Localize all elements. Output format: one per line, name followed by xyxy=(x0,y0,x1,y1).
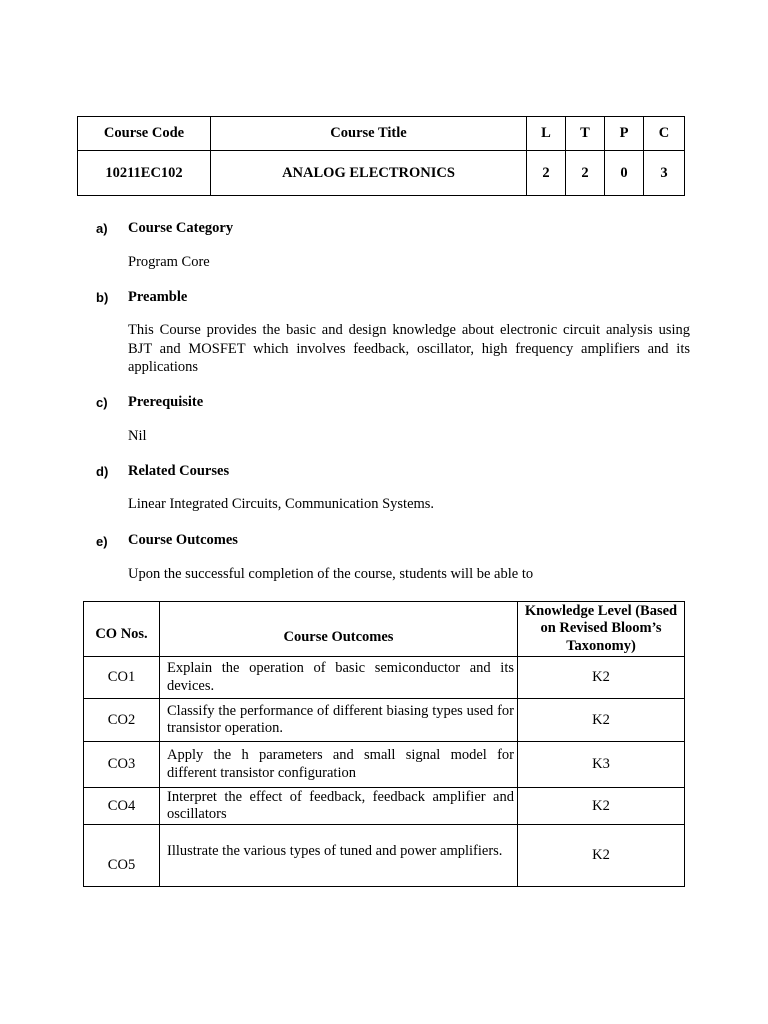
section-body: Linear Integrated Circuits, Communication Systems. xyxy=(128,496,435,512)
knowledge-level: K3 xyxy=(518,742,685,788)
header-p: P xyxy=(605,117,644,151)
table-row xyxy=(84,825,685,887)
header-course-code: Course Code xyxy=(78,117,211,151)
section-title: Course Category xyxy=(128,220,234,236)
section-body: Upon the successful completion of the course, students will be able to xyxy=(128,566,534,582)
lecture-hours: 2 xyxy=(527,151,566,196)
section-letter: d) xyxy=(96,464,109,479)
header-c: C xyxy=(644,117,685,151)
knowledge-level: K2 xyxy=(518,825,685,887)
section-title: Course Outcomes xyxy=(128,532,238,548)
co-description: Explain the operation of basic semiconductor and its devices. xyxy=(160,657,518,699)
course-table-value-row xyxy=(78,151,685,196)
table-row xyxy=(84,657,685,699)
co-number: CO2 xyxy=(84,699,160,742)
credits: 3 xyxy=(644,151,685,196)
practical-hours: 0 xyxy=(605,151,644,196)
outcomes-header-row xyxy=(84,602,685,657)
section-title: Preamble xyxy=(128,289,188,305)
section-title: Prerequisite xyxy=(128,394,204,410)
tutorial-hours: 2 xyxy=(566,151,605,196)
header-course-title: Course Title xyxy=(211,117,527,151)
co-number: CO4 xyxy=(84,788,160,825)
course-outcomes-table xyxy=(83,601,685,887)
table-row xyxy=(84,742,685,788)
co-description: Apply the h parameters and small signal model for different transistor configuration xyxy=(160,742,518,788)
section-letter: c) xyxy=(96,395,108,410)
co-description: Illustrate the various types of tuned and power amplifiers. xyxy=(160,825,518,887)
section-title: Related Courses xyxy=(128,463,230,479)
co-number: CO1 xyxy=(84,657,160,699)
table-row xyxy=(84,699,685,742)
section-letter: a) xyxy=(96,221,108,236)
course-title: ANALOG ELECTRONICS xyxy=(211,151,527,196)
header-course-outcomes: Course Outcomes xyxy=(160,602,518,657)
course-table-header-row xyxy=(78,117,685,151)
co-number: CO5 xyxy=(84,825,160,887)
co-description: Interpret the effect of feedback, feedback amplifier and oscillators xyxy=(160,788,518,825)
section-body: Nil xyxy=(128,428,147,444)
header-t: T xyxy=(566,117,605,151)
knowledge-level: K2 xyxy=(518,657,685,699)
header-co-nos: CO Nos. xyxy=(84,602,160,657)
section-body: Program Core xyxy=(128,254,210,270)
header-knowledge-level: Knowledge Level (Based on Revised Bloom’s Taxonomy) xyxy=(518,602,685,657)
knowledge-level: K2 xyxy=(518,788,685,825)
course-code: 10211EC102 xyxy=(78,151,211,196)
section-body: This Course provides the basic and design knowledge about electronic circuit analysis using BJT and MOSFET which involves feedback, oscillator, high frequency amplifiers and its applications xyxy=(128,322,690,375)
section-letter: e) xyxy=(96,534,108,549)
section-letter: b) xyxy=(96,290,109,305)
co-number: CO3 xyxy=(84,742,160,788)
co-description: Classify the performance of different biasing types used for transistor operation. xyxy=(160,699,518,742)
header-l: L xyxy=(527,117,566,151)
table-row xyxy=(84,788,685,825)
knowledge-level: K2 xyxy=(518,699,685,742)
course-info-table xyxy=(77,116,685,196)
